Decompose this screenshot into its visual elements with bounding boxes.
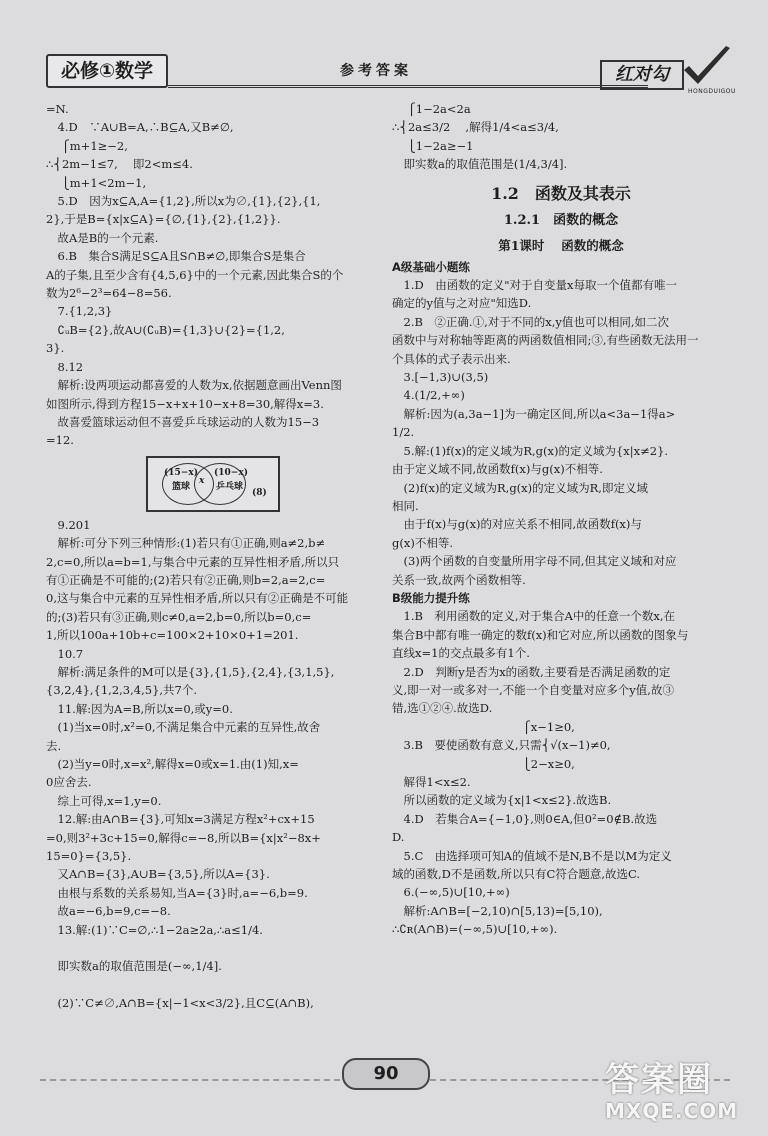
answer-line: A的子集,且至少含有{4,5,6}中的一个元素,因此集合S的个 (46, 267, 344, 282)
answer-line: 9.201 (46, 517, 91, 532)
venn-left-count: (15−x) (164, 467, 198, 478)
answer-line: 故喜爱篮球运动但不喜爱乒乓球运动的人数为15−3 (46, 414, 320, 429)
watermark-logo-text: 答案圈 (605, 1060, 713, 1100)
answer-line: 5.C 由选择项可知A的值域不是N,B不是以M为定义 (392, 848, 672, 863)
watermark (605, 1060, 738, 1122)
answer-line: 集合B中都有唯一确定的数f(x)和它对应,所以函数的图象与 (392, 627, 689, 642)
answer-line: 解析:满足条件的M可以是{3},{1,5},{2,4},{3,1,5}, (46, 664, 335, 679)
answer-line: ⎩1−2a≥−1 (392, 138, 474, 153)
page-header (40, 48, 740, 94)
answer-line: 3}. (46, 341, 65, 356)
answer-line: 2.B ②正确.①,对于不同的x,y值也可以相同,如二次 (392, 314, 670, 329)
page-number: 90 (342, 1058, 430, 1090)
answer-line: 8.12 (46, 359, 84, 374)
answer-line: 解析:A∩B=[−2,10)∩[5,13)=[5,10), (392, 903, 603, 918)
answer-line: ⎩m+1<2m−1, (46, 175, 147, 190)
answer-line: 4.(1/2,+∞) (392, 388, 465, 403)
answer-line: 如图所示,得到方程15−x+x+10−x+8=30,解得x=3. (46, 396, 324, 411)
subsection-title: 1.2.1 函数的概念 (503, 212, 619, 228)
answer-line: =0,则3²+3c+15=0,解得c=−8,所以B={x|x²−8x+ (46, 830, 321, 845)
answer-line: 解析:可分下列三种情形:(1)若只有①正确,则a≠2,b≠ (46, 536, 326, 551)
venn-left-label: 篮球 (172, 481, 191, 492)
answer-line: ⎩2−x≥0, (392, 756, 575, 771)
answer-line: (3)两个函数的自变量所用字母不同,但其定义域和对应 (392, 554, 677, 569)
answer-line: 13.解:(1)∵C=∅,∴1−2a≥2a,∴a≤1/4. (46, 922, 263, 937)
venn-center-label: x (199, 475, 205, 486)
header-rule (168, 85, 648, 88)
level-b-heading: B级能力提升练 (392, 590, 470, 605)
answer-line: 故a=−6,b=9,c=−8. (46, 904, 171, 919)
answer-line: 由于f(x)与g(x)的对应关系不相同,故函数f(x)与 (392, 517, 642, 532)
answer-line: 数为2⁶−2³=64−8=56. (46, 286, 172, 301)
answer-line: 的;(3)若只有③正确,则c≠0,a=2,b=0,所以b=0,c= (46, 609, 312, 624)
answer-line: ⎧x−1≥0, (392, 719, 575, 734)
answer-line: 6.B 集合S满足S⊆A且S∩B≠∅,即集合S是集合 (46, 249, 306, 264)
answer-line: 去. (46, 738, 62, 753)
answer-line: (2)当y=0时,x=x²,解得x=0或x=1.由(1)知,x= (46, 757, 299, 771)
answer-line: =N. (46, 102, 69, 116)
answer-line: 域的函数,D不是函数,所以只有C符合题意,故选C. (392, 867, 641, 882)
answer-line: 由根与系数的关系易知,当A={3}时,a=−6,b=9. (46, 885, 308, 900)
venn-outside-count: (8) (252, 487, 267, 498)
level-a-heading: A级基础小题练 (392, 259, 470, 274)
venn-diagram (146, 456, 280, 512)
answer-line: 3.B 要使函数有意义,只需⎨√(x−1)≠0, (392, 738, 611, 753)
answer-line: 4.D 若集合A={−1,0},则0∈A,但0²=0∉B.故选 (392, 811, 658, 826)
venn-right-label: 乒乓球 (216, 481, 244, 492)
answer-line: 相同. (392, 498, 419, 513)
answer-line: D. (392, 830, 405, 845)
answer-line: 10.7 (46, 646, 84, 661)
answer-line: ∴∁ʀ(A∩B)=(−∞,5)∪[10,+∞). (392, 922, 558, 937)
answer-line: 11.解:因为A=B,所以x=0,或y=0. (46, 701, 233, 716)
answer-line: g(x)不相等. (392, 535, 453, 550)
answer-line: ∁ᵤB={2},故A∪(∁ᵤB)={1,3}∪{2}={1,2, (46, 322, 285, 337)
answer-line: {3,2,4},{1,2,3,4,5},共7个. (46, 683, 198, 698)
answer-line: 解析:设两项运动都喜爱的人数为x,依据题意画出Venn图 (46, 378, 342, 393)
answer-line: (1)当x=0时,x²=0,不满足集合中元素的互异性,故舍 (46, 720, 321, 735)
answer-line: 3.[−1,3)∪(3,5) (392, 370, 489, 385)
answer-line: 15=0}={3,5}. (46, 849, 132, 864)
answer-line: (2)∵C≠∅,A∩B={x|−1<x<3/2},且C⊆(A∩B), (46, 996, 314, 1011)
answer-line: 1/2. (392, 425, 415, 440)
answer-line: 5.D 因为x⊆A,A={1,2},所以x为∅,{1},{2},{1, (46, 194, 321, 209)
answer-line: 4.D ∵A∪B=A,∴B⊆A,又B≠∅, (46, 120, 234, 135)
answer-line: ⎧m+1≥−2, (46, 138, 128, 153)
answer-line: 即实数a的取值范围是(1/4,3/4]. (392, 157, 568, 172)
answer-line: 个具体的式子表示出来. (392, 351, 511, 366)
answer-line: 7.{1,2,3} (46, 304, 113, 319)
answer-line: 12.解:由A∩B={3},可知x=3满足方程x²+cx+15 (46, 812, 315, 827)
answer-line: 2.D 判断y是否为x的函数,主要看是否满足函数的定 (392, 664, 671, 679)
answer-line: 义,即一对一或多对一,不能一个自变量对应多个y值,故③ (392, 682, 674, 697)
answer-line: 解得1<x≤2. (392, 775, 471, 789)
answer-line: 由于定义域不同,故函数f(x)与g(x)不相等. (392, 462, 603, 477)
answer-line: 0,这与集合中元素的互异性相矛盾,所以只有②正确是不可能 (46, 591, 349, 606)
answer-line: 5.解:(1)f(x)的定义域为R,g(x)的定义域为{x|x≠2}. (392, 443, 669, 458)
answer-line (46, 976, 376, 994)
answer-line: 综上可得,x=1,y=0. (46, 793, 162, 808)
answer-line: 错,选①②④.故选D. (392, 701, 493, 716)
answer-line: 函数中与对称轴等距离的两函数值相同;③,有些函数无法用一 (392, 333, 699, 348)
answer-line: 直线x=1的交点最多有1个. (392, 646, 530, 661)
right-column (392, 100, 730, 939)
answer-line: 1.B 利用函数的定义,对于集合A中的任意一个数x,在 (392, 609, 676, 624)
answer-line: 2},于是B={x|x⊆A}={∅,{1},{2},{1,2}}. (46, 212, 281, 227)
answer-line: =12. (46, 433, 74, 448)
answer-line: 又A∩B={3},A∪B={3,5},所以A={3}. (46, 867, 270, 882)
venn-right-count: (10−x) (214, 467, 248, 478)
answer-line: ∴⎨2m−1≤7, 即2<m≤4. (46, 157, 193, 172)
answer-line (46, 939, 376, 957)
left-column (46, 100, 376, 1013)
watermark-url: MXQE.COM (605, 1099, 739, 1123)
answer-line: 即实数a的取值范围是(−∞,1/4]. (46, 959, 222, 974)
answer-line: 有①正确是不可能的;(2)若只有②正确,则b=2,a=2,c= (46, 572, 326, 587)
answer-line: 1.D 由函数的定义"对于自变量x每取一个值都有唯一 (392, 278, 677, 293)
answer-line: 确定的y值与之对应"知选D. (392, 296, 532, 311)
lesson-title: 第1课时 函数的概念 (498, 237, 624, 253)
answer-line: 1,所以100a+10b+c=100×2+10×0+1=201. (46, 628, 299, 643)
checkmark-icon (680, 44, 734, 92)
brand-label: 红对勾 (600, 60, 684, 90)
answer-line: 所以函数的定义域为{x|1<x≤2}.故选B. (392, 793, 612, 808)
brand-subtitle: HONGDUIGOU (688, 88, 736, 95)
book-title: 必修①数学 (46, 54, 168, 88)
footer-rule-left (40, 1079, 340, 1081)
answer-line: 2,c=0,所以a=b=1,与集合中元素的互异性相矛盾,所以只 (46, 554, 340, 569)
section-title: 1.2 函数及其表示 (491, 183, 631, 203)
answer-line: 故A是B的一个元素. (46, 230, 159, 245)
answer-line: ⎧1−2a<2a (392, 102, 471, 116)
answer-line: 关系一致,故两个函数相等. (392, 572, 526, 587)
header-section-label: 参考答案 (340, 63, 412, 79)
answer-line: 解析:因为(a,3a−1]为一确定区间,所以a<3a−1得a> (392, 406, 676, 421)
answer-line: 6.(−∞,5)∪[10,+∞) (392, 885, 510, 900)
answer-line: ∴⎨2a≤3/2 ,解得1/4<a≤3/4, (392, 120, 559, 135)
answer-line: 0应舍去. (46, 775, 92, 790)
answer-line: (2)f(x)的定义域为R,g(x)的定义域为R,即定义域 (392, 480, 648, 495)
